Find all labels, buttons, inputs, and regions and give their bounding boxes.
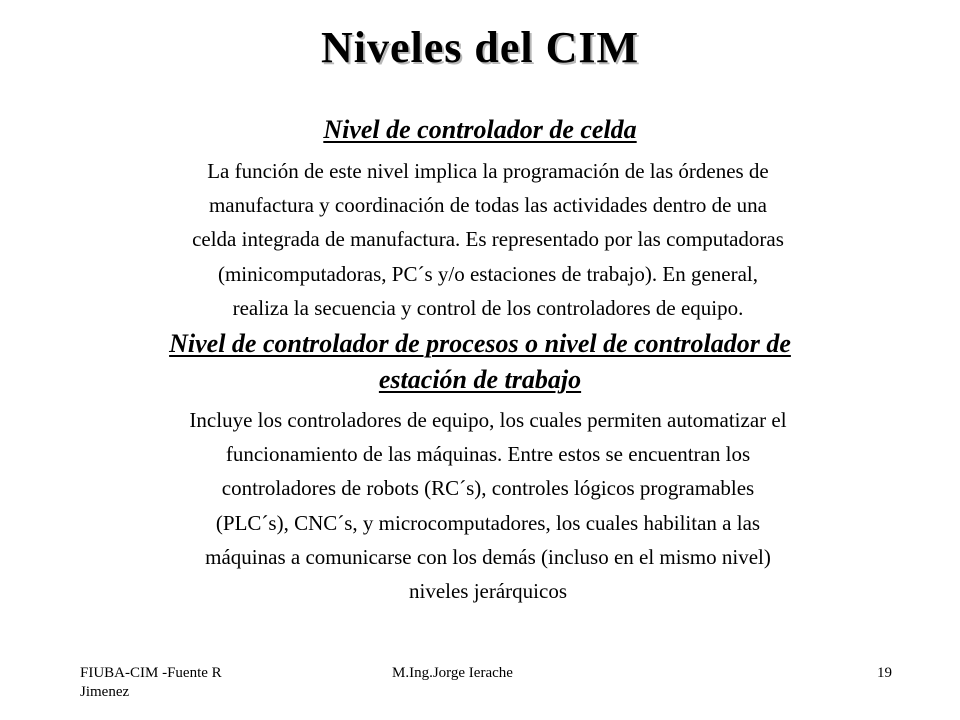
section-body-cell-controller: [90, 154, 886, 325]
text-line: niveles jerárquicos: [408, 579, 568, 604]
text-line: controladores de robots (RC´s), controles lógicos programables: [221, 476, 755, 501]
slide-title: Niveles del CIM: [320, 23, 640, 72]
heading-line: Nivel de controlador de procesos o nivel de controlador de: [169, 329, 791, 358]
text-line: realiza la secuencia y control de los controladores de equipo.: [232, 295, 744, 320]
footer-author: M.Ing.Jorge Ierache: [392, 665, 513, 681]
heading-line: estación de trabajo: [378, 365, 582, 394]
text-line: manufactura y coordinación de todas las actividades dentro de una: [208, 193, 768, 218]
footer-source-line: Jimenez: [80, 684, 130, 700]
text-line: La función de este nivel implica la programación de las órdenes de: [207, 159, 769, 183]
text-line: Incluye los controladores de equipo, los cuales permiten automatizar el: [189, 408, 787, 432]
footer-source: [80, 664, 300, 702]
text-line: celda integrada de manufactura. Es representado por las computadoras: [192, 227, 784, 252]
page-number: 19: [877, 665, 892, 681]
section-heading-process-controller: [60, 326, 900, 398]
text-line: funcionamiento de las máquinas. Entre estos se encuentran los: [225, 442, 751, 467]
text-line: (minicomputadoras, PC´s y/o estaciones de trabajo). En general,: [217, 261, 758, 286]
section-heading-cell-controller: Nivel de controlador de celda: [323, 115, 637, 144]
text-line: máquinas a comunicarse con los demás (incluso en el mismo nivel): [205, 544, 771, 569]
text-line: (PLC´s), CNC´s, y microcomputadores, los cuales habilitan a las: [215, 510, 761, 535]
footer-source-line: FIUBA-CIM -Fuente R: [80, 665, 222, 681]
section-body-process-controller: [90, 403, 886, 608]
